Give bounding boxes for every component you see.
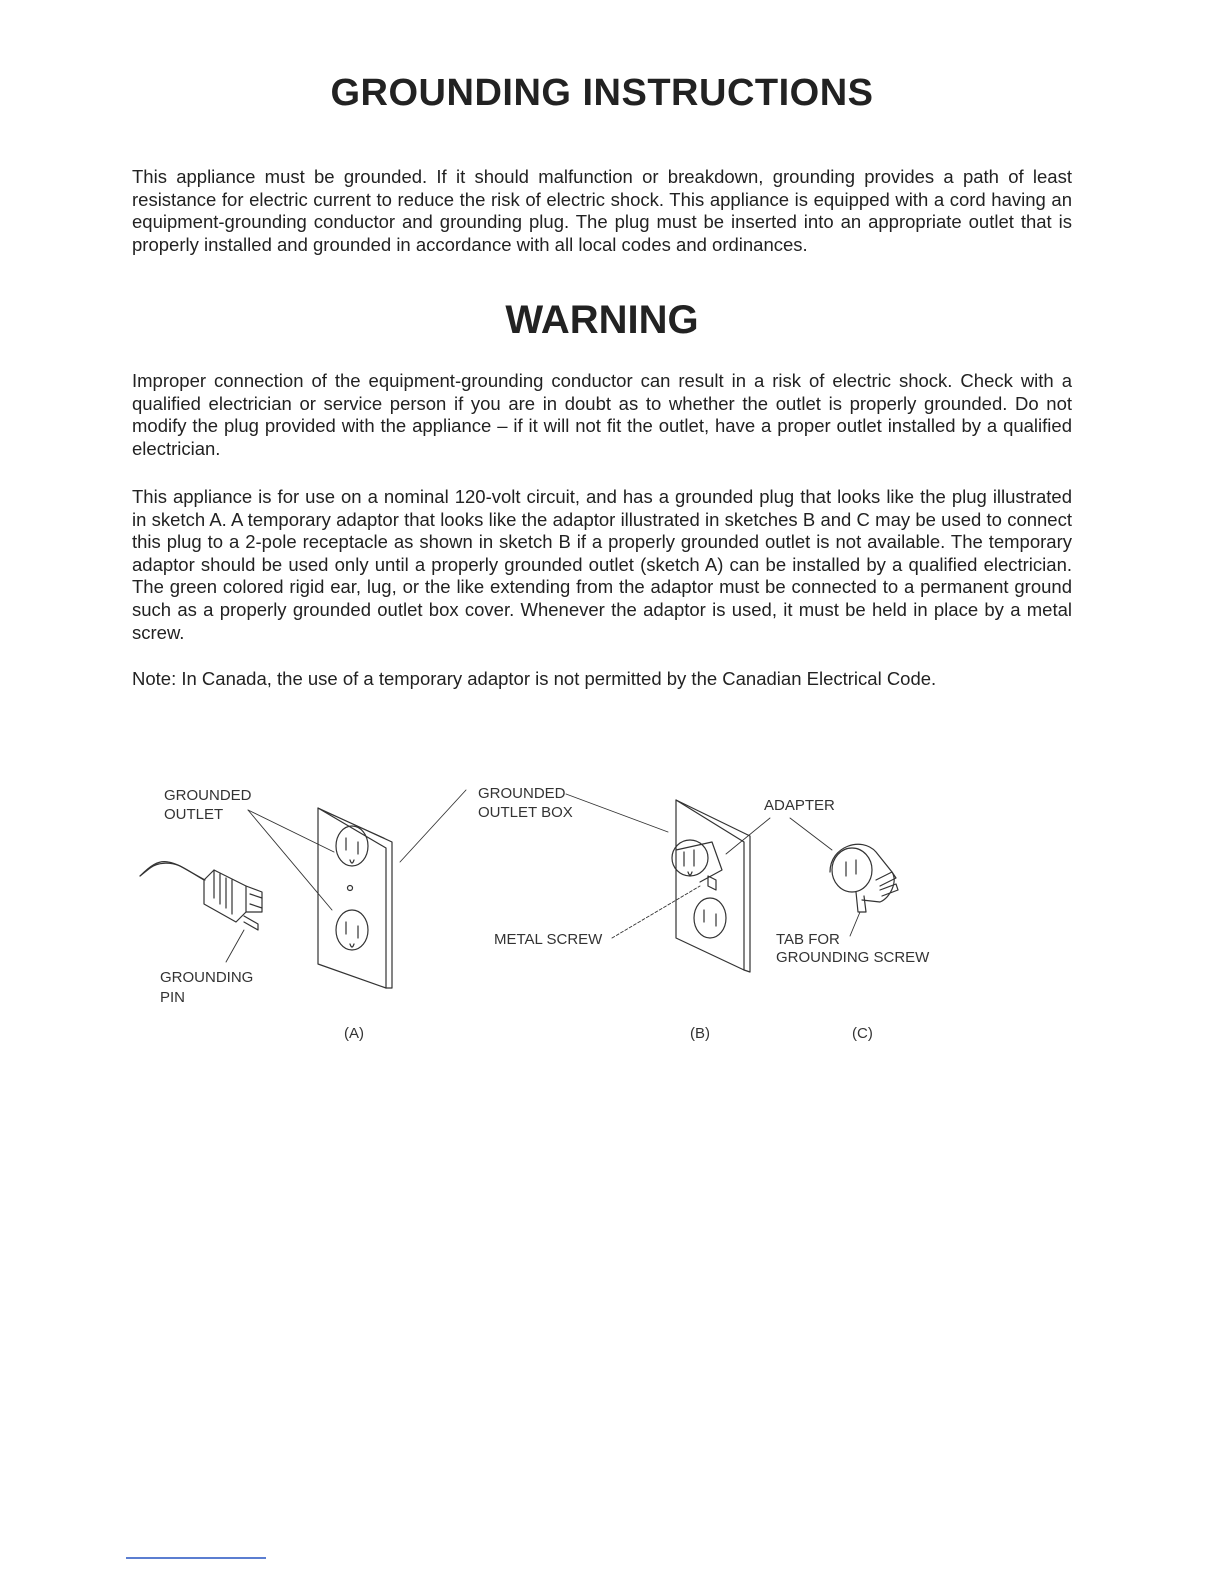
tab-leader [850,912,860,936]
adapter-leader-c [790,818,832,850]
grounded-outlet-leader-top [248,810,334,852]
grounded-outlet-leader-bottom [248,810,332,910]
label-grounded-outlet-1: GROUNDED [164,787,252,804]
grounding-pin-leader [226,930,244,962]
page-title: GROUNDING INSTRUCTIONS [330,72,874,114]
label-outlet-box-2: OUTLET BOX [478,804,573,821]
label-grounding-screw: GROUNDING SCREW [776,949,930,966]
outlet-box-leader-a [400,790,466,862]
outlet-box-leader-b [566,794,668,832]
label-grounding-pin-1: GROUNDING [160,969,254,986]
duplex-outlet-icon [318,808,392,988]
metal-screw-leader [612,886,700,938]
adapter-icon [830,844,898,912]
label-grounded-outlet-2: OUTLET [164,806,224,823]
intro-paragraph: This appliance must be grounded. If it should malfunction or breakdown, grounding provides a path of least resistance for electric current to reduce the risk of electric shock. This appliance is equipped with a cord having an equipment-grounding conductor and grounding plug. The plug must be inserted into an appropriate outlet that is properly installed and grounded in accordance with all local codes and ordinances. [132,166,1072,255]
label-adapter: ADAPTER [764,797,835,814]
grounded-plug-icon [140,862,262,930]
caption-sketch-a: (A) [344,1025,364,1042]
warning-heading: WARNING [505,298,699,342]
adapter-leader-b [726,818,770,854]
bottom-rule [126,1557,266,1559]
warning-paragraph: Improper connection of the equipment-grounding conductor can result in a risk of electric shock. Check with a qualified electrician or service person if you are in doubt as to whether the outlet is properly grounded. Do not modify the plug provided with the appliance – if it will not fit the outlet, have a proper outlet installed by a qualified electrician. [132,370,1072,459]
label-outlet-box-1: GROUNDED [478,785,566,802]
label-tab-for: TAB FOR [776,931,840,948]
caption-sketch-c: (C) [852,1025,873,1042]
outlet-with-adapter-icon [672,800,750,972]
caption-sketch-b: (B) [690,1025,710,1042]
label-grounding-pin-2: PIN [160,989,186,1006]
note-paragraph: Note: In Canada, the use of a temporary adaptor is not permitted by the Canadian Electrical Code. [132,668,937,689]
usage-paragraph: This appliance is for use on a nominal 120-volt circuit, and has a grounded plug that looks like the plug illustrated in sketch A. A temporary adaptor that looks like the adaptor illustrated in sketches B and C may be used to connect this plug to a 2-pole receptacle as shown in sketch B if a properly grounded outlet is not available. The temporary adaptor should be used only until a properly grounded outlet (sketch A) can be installed by a qualified electrician. The green colored rigid ear, lug, or the like extending from the adaptor must be connected to a permanent ground such as a properly grounded outlet box cover. Whenever the adaptor is used, it must be held in place by a metal screw. [132,486,1072,643]
label-metal-screw: METAL SCREW [494,931,603,948]
